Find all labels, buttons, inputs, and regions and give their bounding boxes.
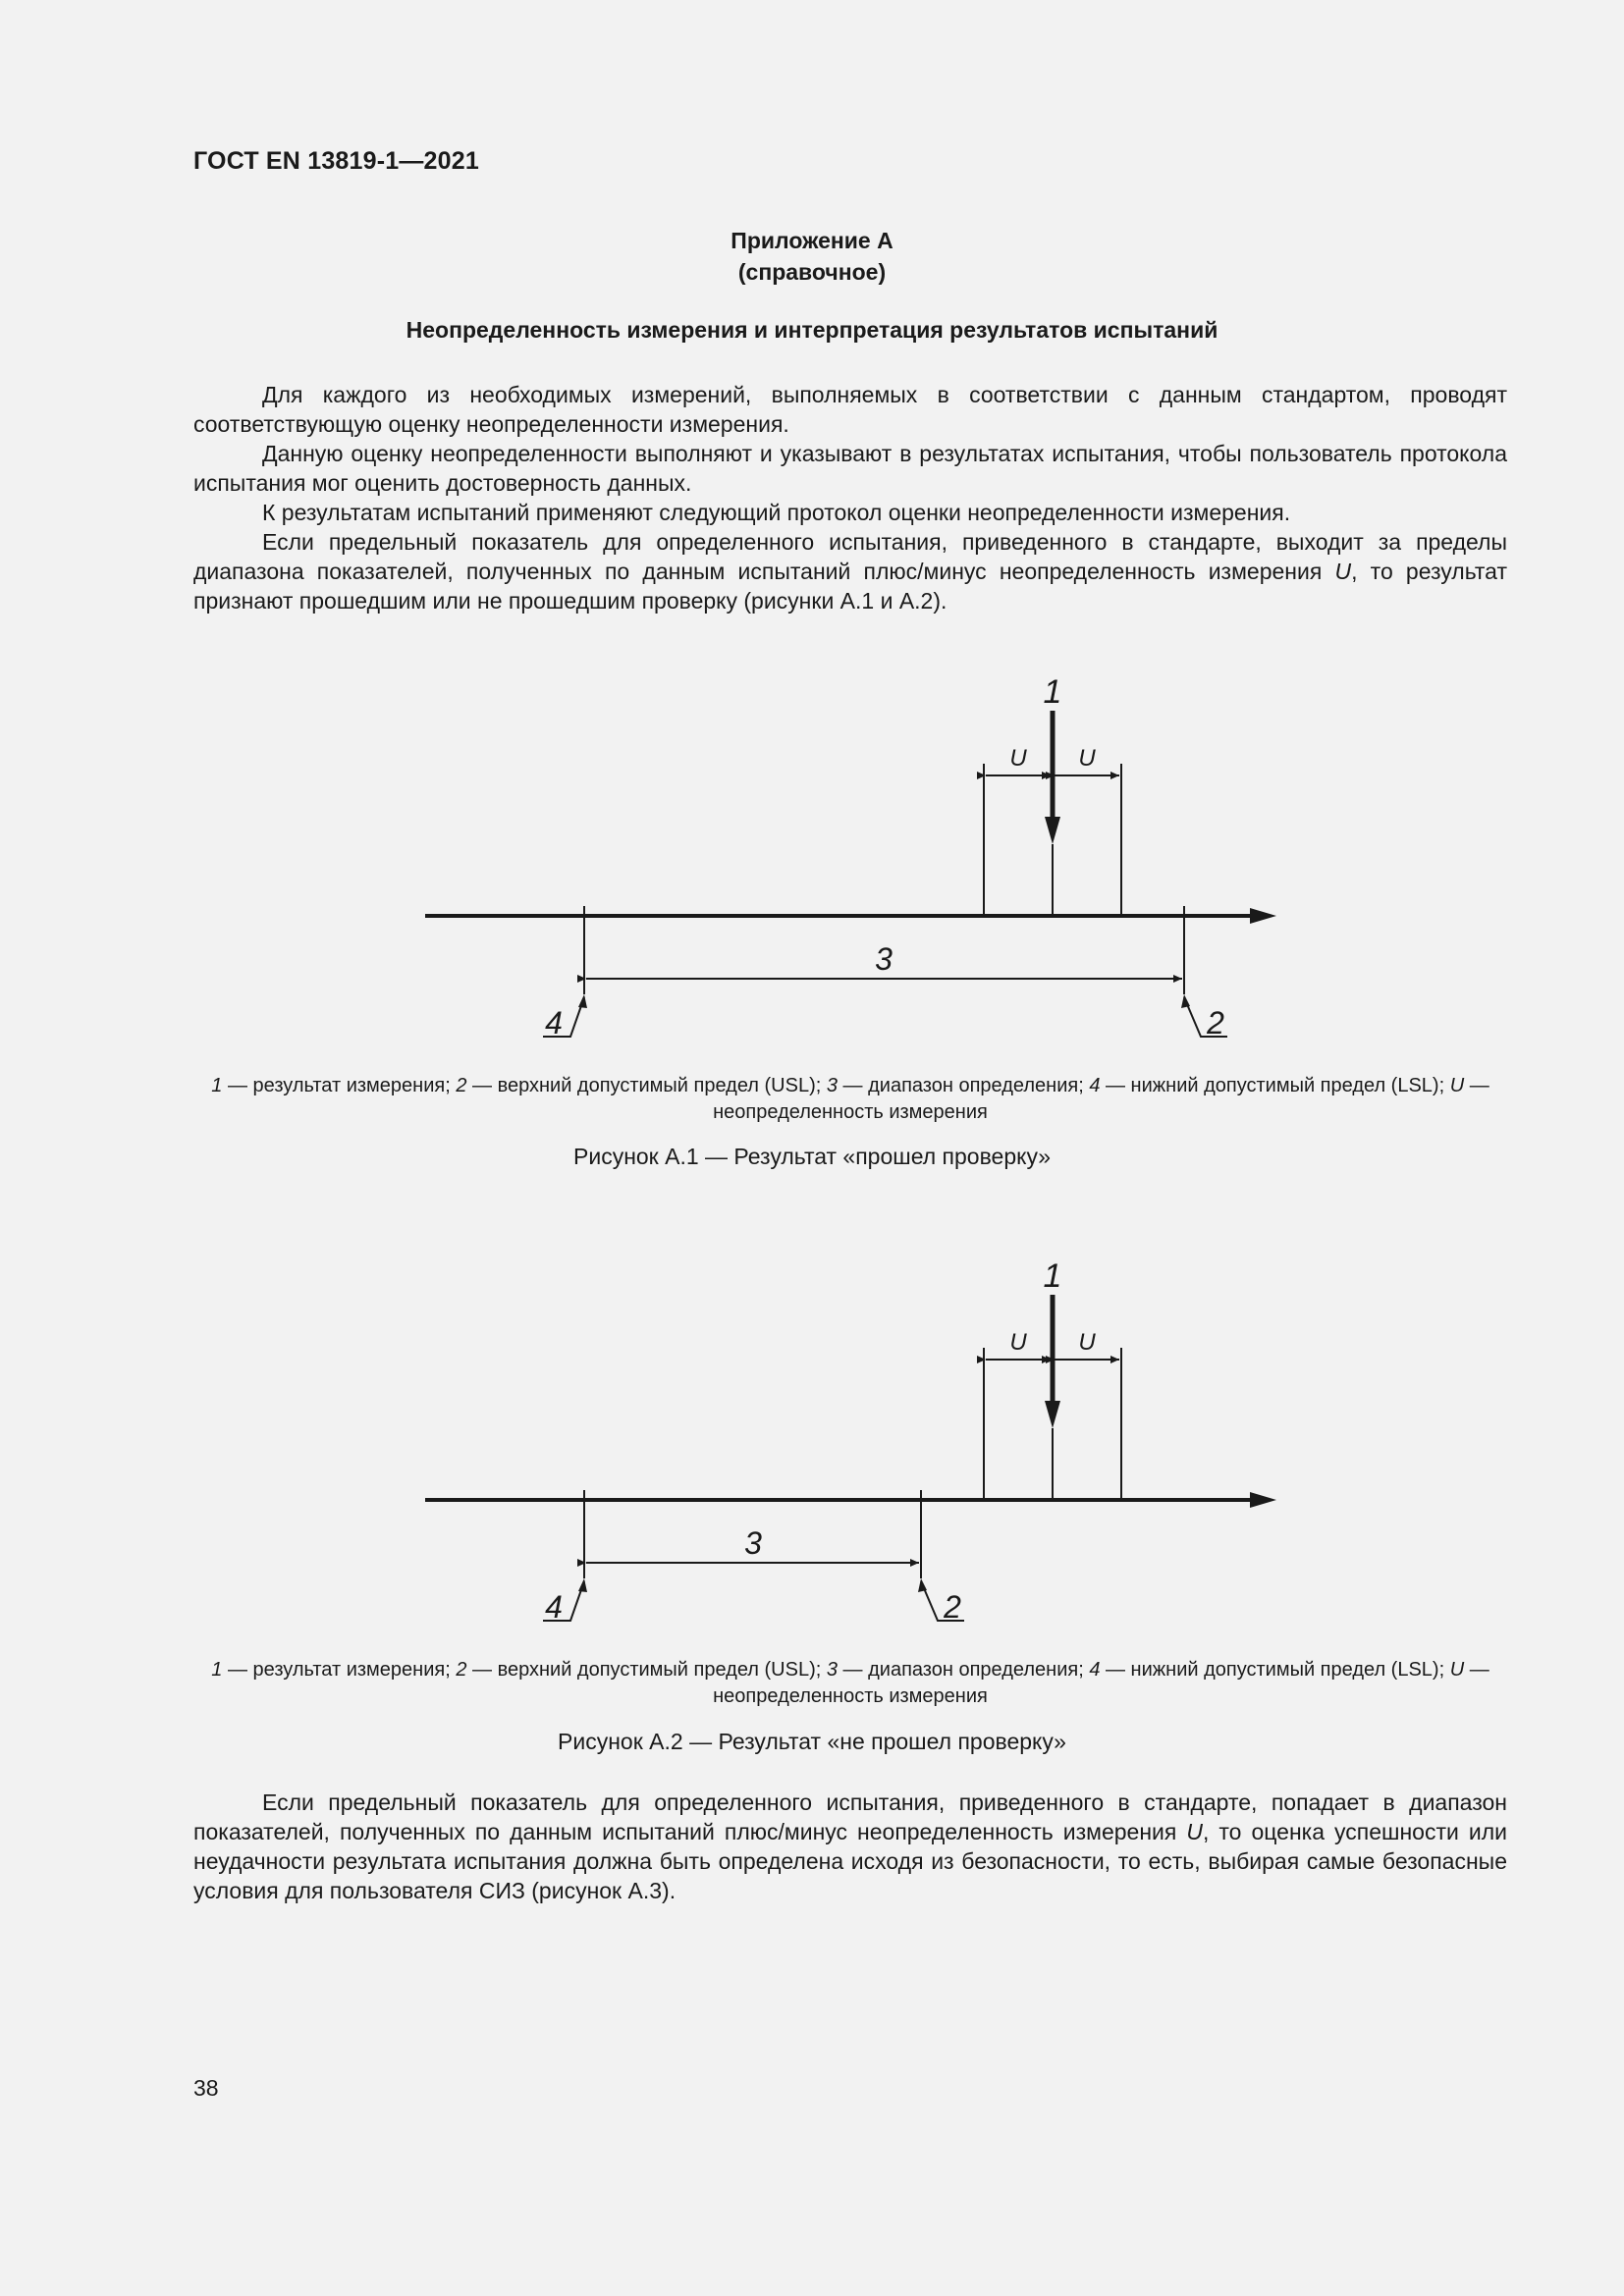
paragraph-5: Если предельный показатель для определенного испытания, приведенного в стандарте, попадает в диапазон показателей, полученных по данным испытаний плюс/минус неопределенность измерения U, то оценка успешности или неудачности результата испытания должна быть определена исходя из безопасности, то есть, выбирая самые безопасные условия для пользователя СИЗ (рисунок А.3).: [193, 1789, 1507, 1903]
lsl-label: 4: [545, 1589, 563, 1625]
result-label: 1: [1043, 1257, 1062, 1295]
uncertainty-label-left: U: [1009, 745, 1027, 772]
result-arrowhead: [1045, 1401, 1060, 1428]
annex-subtitle: (справочное): [737, 259, 887, 285]
figure-a1-caption: Рисунок А.1 — Результат «прошел проверку»: [573, 1144, 1051, 1169]
figure-a2-diagram: [393, 1242, 1316, 1654]
axis-arrowhead: [1250, 1492, 1276, 1508]
paragraph-2: Данную оценку неопределенности выполняют и указывают в результатах испытания, чтобы пользователь протокола испытания мог оценить достоверность данных.: [193, 441, 1507, 496]
document-header: ГОСТ EN 13819-1—2021: [193, 147, 479, 175]
figure-a1-legend: 1 — результат измерения; 2 — верхний допустимый предел (USL); 3 — диапазон определения; 4 — нижний допустимый предел (LSL); U — неопределенность измерения: [211, 1075, 1489, 1123]
figure-a2-caption: Рисунок А.2 — Результат «не прошел проверку»: [558, 1729, 1066, 1754]
axis-arrowhead: [1250, 908, 1276, 924]
figure-a1: [393, 658, 1316, 1070]
uncertainty-label-right: U: [1078, 745, 1096, 772]
figure-a2-legend: 1 — результат измерения; 2 — верхний допустимый предел (USL); 3 — диапазон определения; 4 — нижний допустимый предел (LSL); U — неопределенность измерения: [211, 1659, 1489, 1707]
result-label: 1: [1043, 673, 1062, 711]
usl-label: 2: [1207, 1005, 1224, 1041]
annex-title: Приложение А: [731, 228, 893, 253]
figure-a2: [393, 1242, 1316, 1654]
uncertainty-label-left: U: [1009, 1329, 1027, 1356]
lsl-label: 4: [545, 1005, 563, 1041]
usl-label: 2: [944, 1589, 961, 1625]
paragraph-1: Для каждого из необходимых измерений, выполняемых в соответствии с данным стандартом, проводят соответствующую оценку неопределенности измерения.: [193, 382, 1507, 437]
range-label: 3: [875, 941, 893, 977]
range-label: 3: [744, 1525, 762, 1561]
result-arrowhead: [1045, 817, 1060, 844]
uncertainty-label-right: U: [1078, 1329, 1096, 1356]
paragraph-3: К результатам испытаний применяют следующий протокол оценки неопределенности измерения.: [262, 500, 1291, 525]
paragraph-4: Если предельный показатель для определенного испытания, приведенного в стандарте, выходит за пределы диапазона показателей, полученных по данным испытаний плюс/минус неопределенность измерения U, то результат признают прошедшим или не прошедшим проверку (рисунки А.1 и А.2).: [193, 529, 1507, 614]
figure-a1-diagram: [393, 658, 1316, 1070]
section-title: Неопределенность измерения и интерпретация результатов испытаний: [406, 317, 1218, 343]
page-number: 38: [193, 2075, 219, 2101]
